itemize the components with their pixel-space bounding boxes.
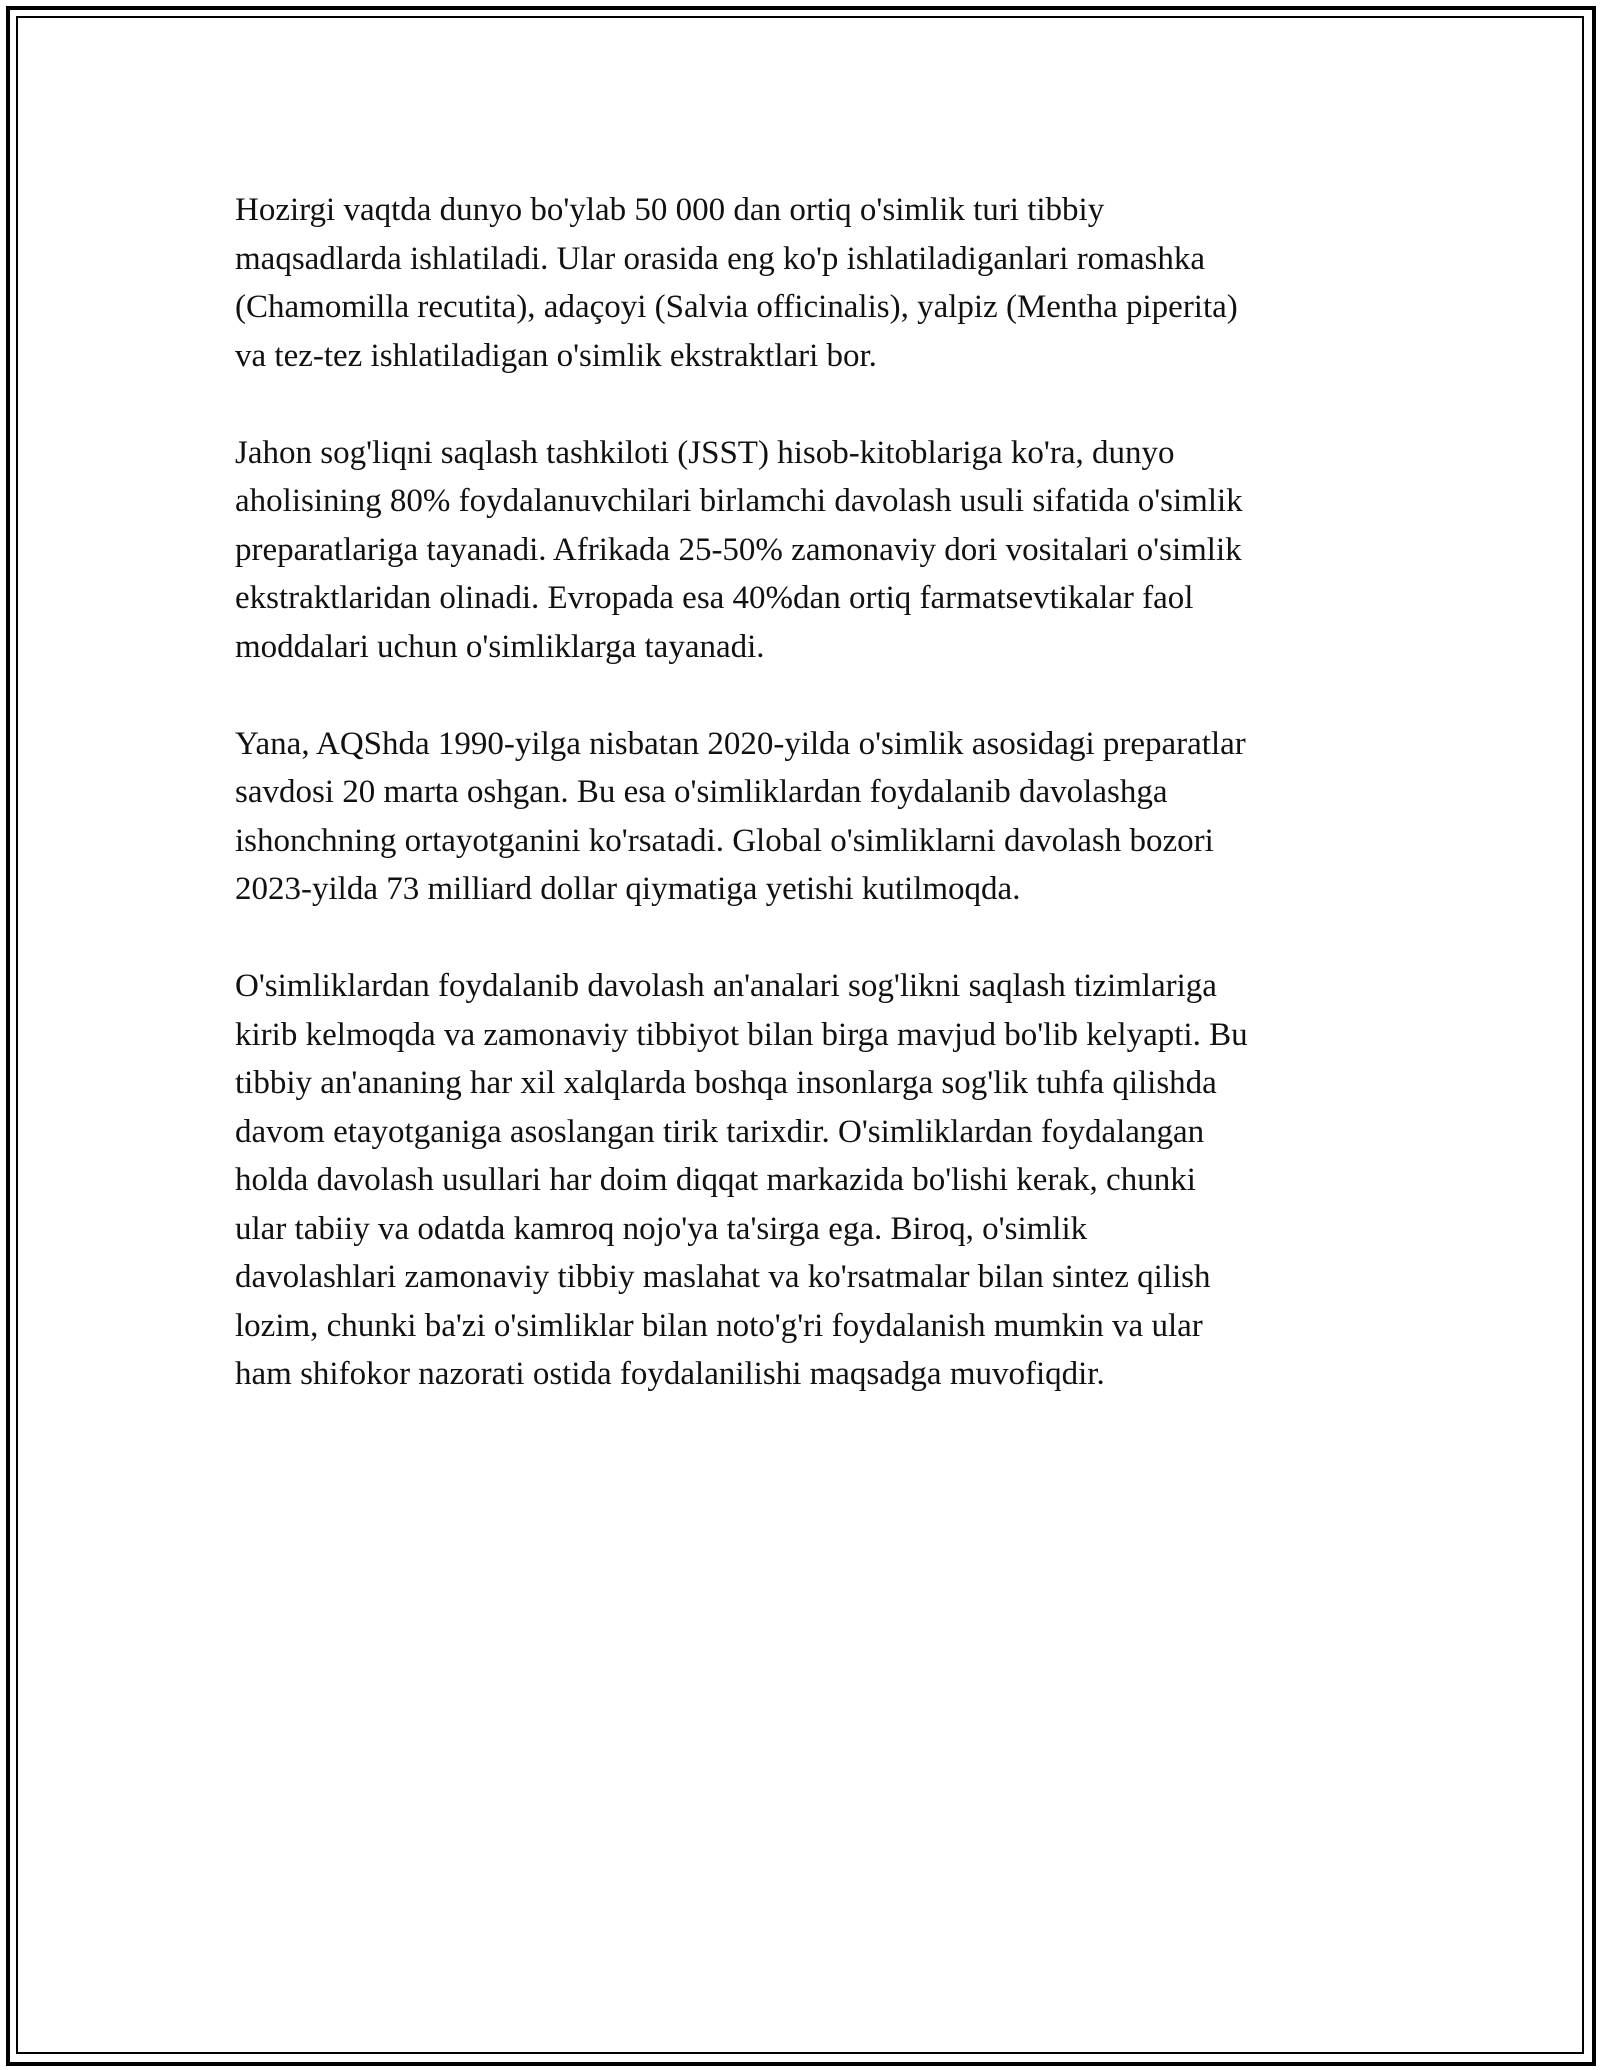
text-line: (Chamomilla recutita), adaçoyi (Salvia officinalis), yalpiz (Mentha piperita): [235, 289, 1238, 325]
document-body: [235, 186, 1385, 1447]
paragraph-2: [235, 429, 1385, 672]
text-line: savdosi 20 marta oshgan. Bu esa o'simliklardan foydalanib davolashga: [235, 774, 1168, 810]
text-line: ishonchning ortayotganini ko'rsatadi. Global o'simliklarni davolash bozori: [235, 822, 1214, 859]
text-line: kirib kelmoqda va zamonaviy tibbiyot bilan birga mavjud bo'lib kelyapti. Bu: [235, 1016, 1248, 1053]
paragraph-1: [235, 186, 1385, 380]
text-line: ham shifokor nazorati ostida foydalanilishi maqsadga muvofiqdir.: [235, 1356, 1105, 1392]
text-line: davolashlari zamonaviy tibbiy maslahat va ko'rsatmalar bilan sintez qilish: [235, 1259, 1211, 1295]
text-line: ular tabiiy va odatda kamroq nojo'ya ta'sirga ega. Biroq, o'simlik: [235, 1210, 1088, 1247]
text-line: O'simliklardan foydalanib davolash an'analari sog'likni saqlash tizimlariga: [235, 968, 1217, 1004]
text-line: ekstraktlaridan olinadi. Evropada esa 40%dan ortiq farmatsevtikalar faol: [235, 580, 1194, 616]
paragraph-4: [235, 962, 1385, 1399]
text-line: 2023-yilda 73 milliard dollar qiymatiga yetishi kutilmoqda.: [235, 871, 1021, 907]
paragraph-3: [235, 720, 1385, 914]
text-line: Yana, AQShda 1990-yilga nisbatan 2020-yilda o'simlik asosidagi preparatlar: [235, 725, 1246, 762]
text-line: moddalari uchun o'simliklarga tayanadi.: [235, 628, 765, 665]
text-line: Jahon sog'liqni saqlash tashkiloti (JSST) hisob-kitoblariga ko'ra, dunyo: [235, 434, 1175, 471]
text-line: lozim, chunki ba'zi o'simliklar bilan noto'g'ri foydalanish mumkin va ular: [235, 1307, 1203, 1344]
text-line: Hozirgi vaqtda dunyo bo'ylab 50 000 dan ortiq o'simlik turi tibbiy: [235, 192, 1105, 228]
text-line: aholisining 80% foydalanuvchilari birlamchi davolash usuli sifatida o'simlik: [235, 483, 1243, 519]
text-line: davom etayotganiga asoslangan tirik tarixdir. O'simliklardan foydalangan: [235, 1113, 1205, 1150]
text-line: tibbiy an'ananing har xil xalqlarda boshqa insonlarga sog'lik tuhfa qilishda: [235, 1065, 1217, 1101]
text-line: holda davolash usullari har doim diqqat markazida bo'lishi kerak, chunki: [235, 1162, 1196, 1198]
text-line: va tez-tez ishlatiladigan o'simlik ekstraktlari bor.: [235, 337, 877, 374]
text-line: preparatlariga tayanadi. Afrikada 25-50% zamonaviy dori vositalari o'simlik: [235, 531, 1242, 568]
text-line: maqsadlarda ishlatiladi. Ular orasida eng ko'p ishlatiladiganlari romashka: [235, 240, 1205, 277]
